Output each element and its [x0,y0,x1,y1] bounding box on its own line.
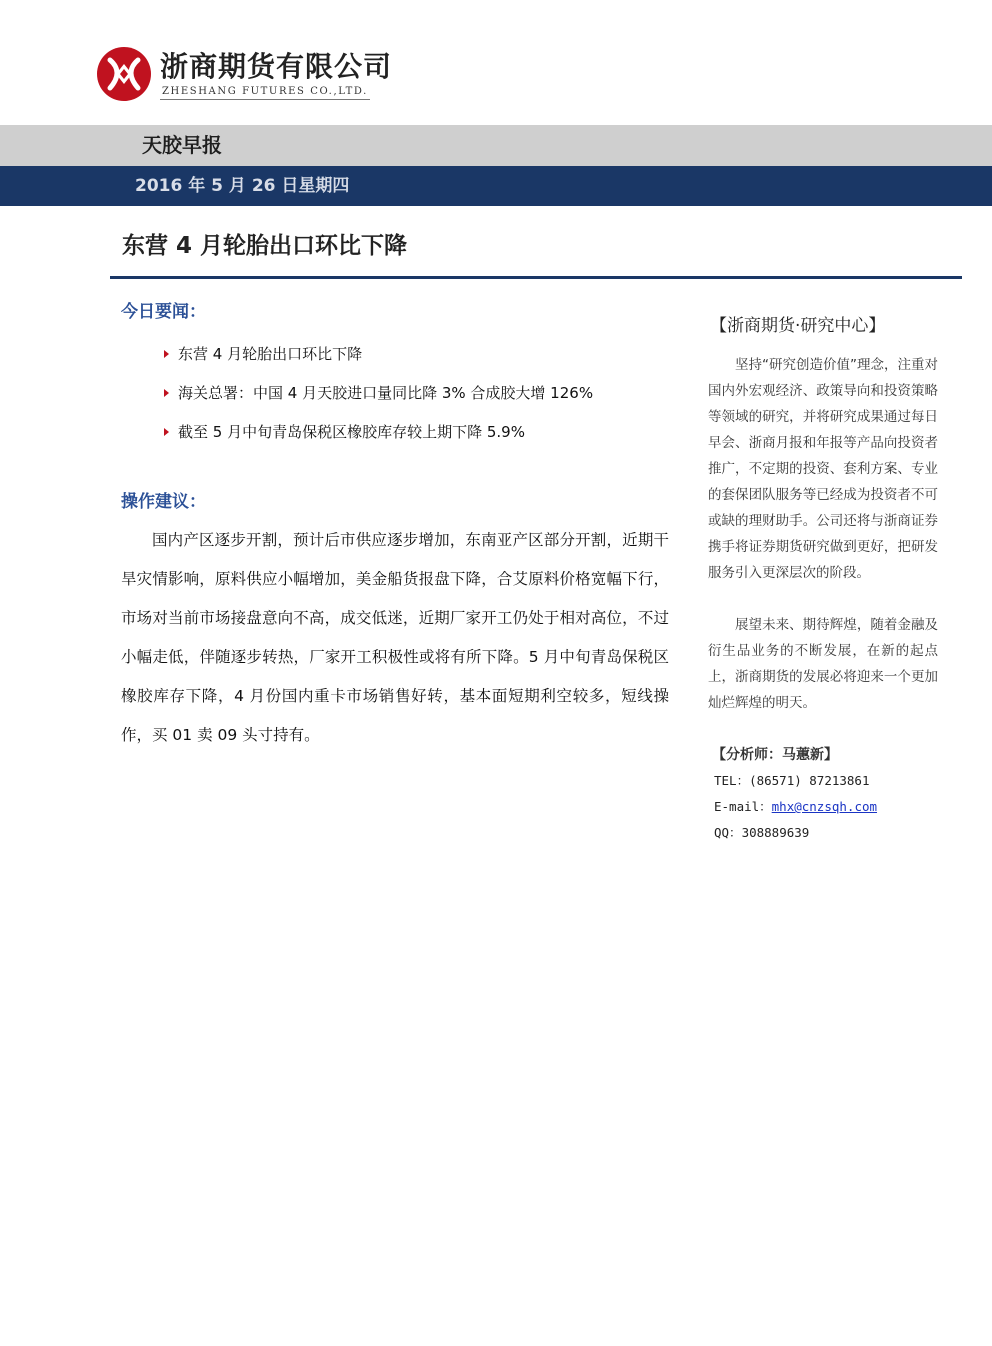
list-item [160,334,593,373]
analyst-qq [714,823,809,843]
qq-value: 308889639 [741,825,810,840]
analyst-tel [714,771,870,791]
news-item-text: 东营 4 月轮胎出口环比下降 [178,345,363,363]
news-item-text: 截至 5 月中旬青岛保税区橡胶库存较上期下降 5.9% [178,423,525,441]
report-date: 2016 年 5 月 26 日星期四 [135,176,350,196]
email-link[interactable]: mhx@cnzsqh.com [771,799,878,814]
headline: 东营 4 月轮胎出口环比下降 [122,233,408,259]
sidebar-title: 【浙商期货·研究中心】 [710,316,886,336]
headline-divider [110,276,962,279]
advice-section-title: 操作建议： [121,492,206,512]
logo-divider [160,99,370,100]
company-name-en: ZHESHANG FUTURES CO.,LTD. [162,86,368,97]
sidebar-paragraph-1: 坚持“研究创造价值”理念，注重对国内外宏观经济、政策导向和投资策略等领域的研究，并将研究成果通过每日早会、浙商月报和年报等产品向投资者推广，不定期的投资、套利方案、专业的套保团队服务等已经成为投资者不可或缺的理财助手。公司还将与浙商证券携手将证券期货研究做到更好，把研发服务引入更深层次的阶段。 [708,357,938,581]
news-item-text: 海关总署：中国 4 月天胶进口量同比降 3% 合成胶大增 126% [178,384,594,402]
list-item [160,412,593,451]
news-section-title: 今日要闻： [121,302,206,322]
sidebar-paragraph-2: 展望未来、期待辉煌，随着金融及衍生品业务的不断发展，在新的起点上，浙商期货的发展必将迎来一个更加灿烂辉煌的明天。 [708,617,938,711]
tel-label: TEL： [714,773,750,788]
analyst-email [714,797,877,817]
arrow-bullet-icon [164,350,169,358]
list-item [160,373,593,412]
report-type: 天胶早报 [142,133,222,157]
analyst-title: 【分析师：马蕙新】 [712,747,838,763]
news-list [160,334,593,451]
tel-value: (86571) 87213861 [749,773,870,788]
advice-paragraph: 国内产区逐步开割，预计后市供应逐步增加，东南亚产区部分开割，近期干旱灾情影响，原料供应小幅增加，美金船货报盘下降，合艾原料价格宽幅下行，市场对当前市场接盘意向不高，成交低迷，近期厂家开工仍处于相对高位，不过小幅走低，伴随逐步转热，厂家开工积极性或将有所下降。5 月中旬青岛保税区橡胶库存下降，4 月份国内重卡市场销售好转，基本面短期利空较多，短线操作，买 01 卖 09 头寸持有。 [121,531,669,744]
arrow-bullet-icon [164,428,169,436]
qq-label: QQ： [714,825,742,840]
email-label: E-mail： [714,799,772,814]
arrow-bullet-icon [164,389,169,397]
company-logo-icon [96,46,152,102]
company-name-cn: 浙商期货有限公司 [160,50,393,83]
